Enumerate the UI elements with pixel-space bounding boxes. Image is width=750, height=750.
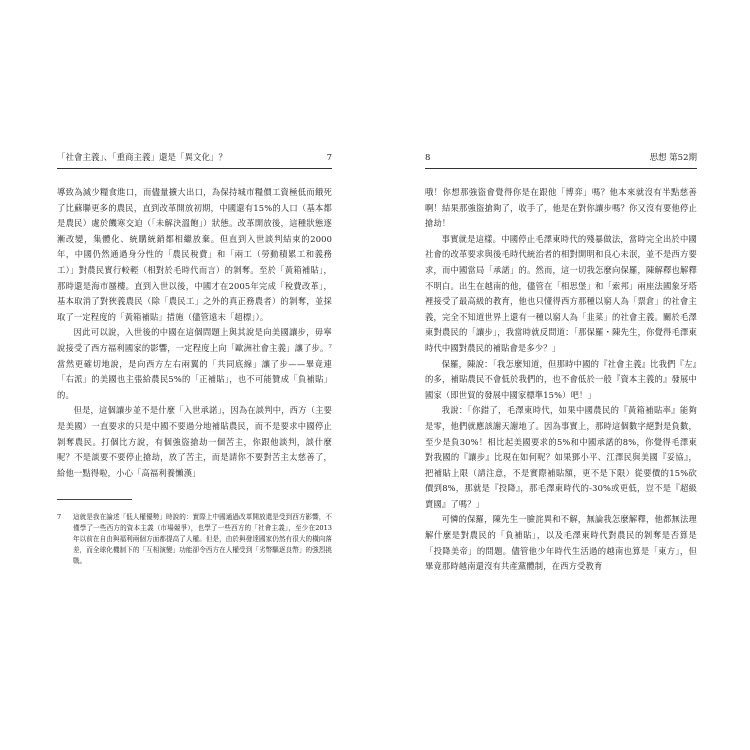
right-page-header (425, 150, 697, 169)
paragraph: 導致為減少糧食進口，而儘量擴大出口，為保持城市糧價工資極低而餓死了比蘇聯更多的農民，直到改革開放初期，中國還有15%的人口（基本都是農民）處於饑寒交迫（「未解決溫飽」）狀態。改革開放後，這種狀態逐漸改變，集體化、統購統銷都相繼放棄。但直到入世談判結束的2000年，中國仍然通過身分性的「農民稅費」和「兩工（勞動積累工和義務工）」對農民實行較輕（相對於毛時代而言）的剝奪。至於「黃箱補貼」，那時還是海市蜃樓。直到入世以後，中國才在2005年完成「稅費改革」，基本取消了對狹義農民（除「農民工」之外的真正務農者）的剝奪，並採取了一定程度的「黃箱補貼」措施（儘管遠未「超標」）。 (57, 187, 332, 322)
footnote (57, 512, 332, 567)
paragraph: 事實就是這樣。中國停止毛澤東時代的殘暴做法，當時完全出於中國社會的改革要求與後毛時代統治者的相對開明和良心未泯，並不是西方要求，而中國當局「承諾」的。然而，這一切我怎麼向保羅，陳解釋也解釋不明白。出生在越南的他，儘管在「相思堡」和「索邦」兩座法國象牙塔裡接受了最高級的教育，他也只懂得西方那種以窮人為「票倉」的社會主義，完全不知道世界上還有一種以窮人為「韭菜」的社會主義。關於毛澤東對農民的「讓步」，我當時就反問道：「那保羅・陳先生，你覺得毛澤東時代中國對農民的補貼會是多少？」 (425, 233, 697, 353)
paragraph: 因此可以說，入世後的中國在這個問題上與其說是向美國讓步，毋寧說接受了西方福利國家的影響，一定程度上向「歐洲社會主義」讓了步。⁷當然更確切地說，是向西方左右兩翼的「共同底線」讓了步——畢竟連「右派」的美國也主張給農民5%的「正補貼」，也不可能贊成「負補貼」的。 (57, 327, 332, 400)
running-title: 「社會主義」、「重商主義」還是「異文化」？ (57, 153, 228, 163)
footnote-divider (57, 499, 132, 500)
left-page-body (57, 185, 332, 481)
footnote-text: 這就是我在論述「低人權優勢」時說的：實際上中國通過改革開放還是受到西方影響，不僅學了一些西方的資本主義（市場競爭），也學了一些西方的「社會主義」，至少在2013年以前在自由與福利兩個方面都提高了人權。但是，由於與發達國家仍然有很大的橫向落差，而全球化機制下的「互相演變」功能卻令西方在人權受到「劣幣驅逐良幣」的強烈挑戰。 (73, 513, 332, 566)
page-number-left: 7 (326, 153, 332, 163)
journal-title: 思想 第52期 (649, 153, 697, 163)
paragraph: 保羅，陳說：「我怎麼知道，但那時中國的『社會主義』比我們『左』的多，補貼農民不會低於我們的，也不會低於一般『資本主義的』發展中國家（即世貿的發展中國家標準15%）吧！」 (425, 358, 697, 400)
paragraph: 哦！你想那強盜會覺得你是在跟他「博弈」嗎？他本來就沒有半點慈善啊！結果那強盜搶夠了，收手了，他是在對你讓步嗎？你又沒有要他停止搶劫！ (425, 187, 697, 229)
footnote-number: 7 (57, 513, 62, 522)
page-number-right: 8 (425, 153, 431, 163)
right-page (425, 150, 697, 600)
right-page-body (425, 185, 697, 575)
left-page (57, 150, 332, 600)
paragraph: 可憐的保羅，陳先生一臉詫異和不解，無論我怎麼解釋，他都無法理解什麼是對農民的「負補貼」，以及毛澤東時代對農民的剝奪是否算是「投降美帝」的問題。儘管他少年時代生活過的越南也算是「東方」，但畢竟那時越南還沒有共產黨體制，在西方受教育 (425, 514, 697, 572)
paragraph: 但是，這個讓步並不是什麼「入世承諾」，因為在談判中，西方（主要是美國）一直要求的只是中國不要過分地補貼農民，而不是要求中國停止剝奪農民。打個比方說，有個強盜搶劫一個苦主，你跟他談判，談什麼呢？不是談要不要停止搶劫，放了苦主，而是請你不要對苦主太慈善了，給他一點得啦，小心「高福利養懶漢」 (57, 405, 332, 478)
left-page-header (57, 150, 332, 169)
paragraph: 我說：「你錯了，毛澤東時代，如果中國農民的『黃箱補貼率』能夠是零，他們就應該謝天謝地了。因為事實上，那時這個數字絕對是負數，至少是負30%！相比起美國要求的5%和中國承諾的8%，你覺得毛澤東對我國的『讓步』比現在如何呢？如果鄧小平、江澤民與美國『妥協』，把補貼上限（請注意，不是實際補貼額，更不是下限）從要價的15%砍價到8%，那就是『投降』，那毛澤東時代的-30%或更低，豈不是『超級賣國』了嗎？」 (425, 405, 697, 509)
